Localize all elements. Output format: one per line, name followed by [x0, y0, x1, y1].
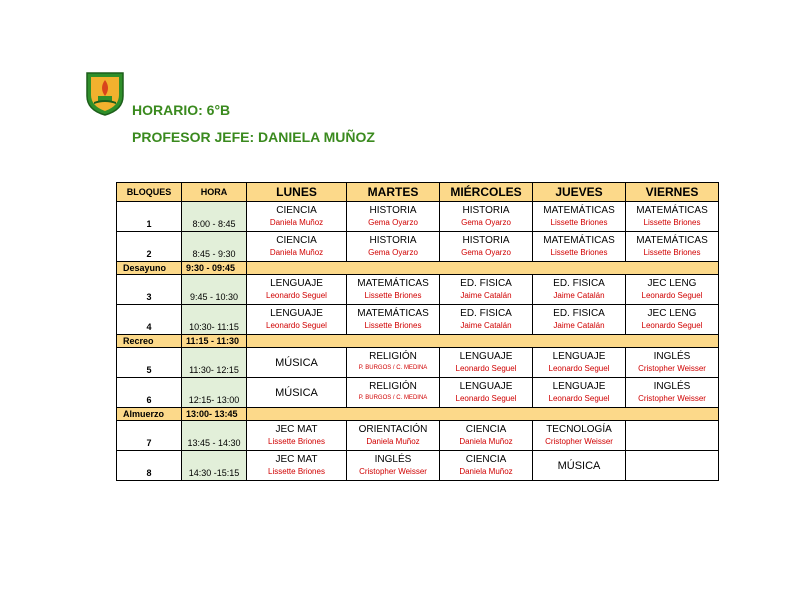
teacher-name: Daniela Muñoz: [269, 248, 324, 257]
block-time: 8:00 - 8:45: [182, 202, 247, 232]
teacher-name: Jaime Catalán: [460, 321, 512, 330]
subject-name: INGLÉS: [374, 454, 412, 465]
teacher-name: Lissette Briones: [364, 291, 422, 300]
class-cell: [626, 305, 719, 335]
class-cell: [626, 232, 719, 262]
subject-name: MATEMÁTICAS: [357, 278, 429, 289]
subject-name: MATEMÁTICAS: [636, 205, 708, 216]
class-cell: [440, 421, 533, 451]
teacher-name: Daniela Muñoz: [269, 218, 324, 227]
schedule-title: HORARIO: 6°B: [132, 102, 231, 118]
teacher-name: Cristopher Weisser: [638, 394, 706, 403]
teacher-name: Leonardo Seguel: [548, 364, 610, 373]
column-header: LUNES: [247, 183, 347, 202]
teacher-name: Leonardo Seguel: [641, 291, 703, 300]
class-cell: [347, 348, 440, 378]
class-cell: [533, 378, 626, 408]
class-cell: [440, 378, 533, 408]
class-cell: [533, 348, 626, 378]
class-cell: [247, 202, 347, 232]
class-cell: [347, 275, 440, 305]
class-cell: [347, 202, 440, 232]
class-cell: [533, 305, 626, 335]
teacher-name: Gema Oyarzo: [461, 218, 511, 227]
break-label: Almuerzo: [117, 408, 182, 421]
column-header: VIERNES: [626, 183, 719, 202]
subject-name: LENGUAJE: [270, 308, 323, 319]
subject-name: LENGUAJE: [459, 351, 513, 362]
teacher-name: Leonardo Seguel: [548, 394, 610, 403]
teacher-name: Lissette Briones: [643, 248, 701, 257]
subject-name: ED. FISICA: [553, 308, 605, 319]
table-row: [117, 421, 719, 451]
subject-name: MATEMÁTICAS: [636, 235, 708, 246]
block-number: 8: [117, 451, 182, 481]
subject-name: JEC LENG: [647, 278, 697, 289]
subject-name: MÚSICA: [275, 386, 318, 399]
break-label: Desayuno: [117, 262, 182, 275]
column-header: JUEVES: [533, 183, 626, 202]
subject-name: RELIGIÓN: [369, 351, 417, 362]
teacher-name: P. BURGOS / C. MEDINA: [358, 395, 428, 401]
class-cell: [440, 232, 533, 262]
teacher-name: Cristopher Weisser: [545, 437, 613, 446]
teacher-name: Daniela Muñoz: [459, 437, 513, 446]
block-time: 13:45 - 14:30: [182, 421, 247, 451]
subject-name: ED. FISICA: [460, 278, 512, 289]
teacher-name: Cristopher Weisser: [638, 364, 706, 373]
teacher-name: Daniela Muñoz: [459, 467, 513, 476]
class-cell: [440, 451, 533, 481]
block-time: 8:45 - 9:30: [182, 232, 247, 262]
column-header: MIÉRCOLES: [440, 183, 533, 202]
subject-name: RELIGIÓN: [369, 381, 417, 392]
subject-name: HISTORIA: [462, 235, 510, 246]
subject-name: ED. FISICA: [460, 308, 512, 319]
teacher-name: Leonardo Seguel: [266, 321, 327, 330]
class-cell: [440, 275, 533, 305]
teacher-name: Gema Oyarzo: [368, 218, 418, 227]
subject-name: ORIENTACIÓN: [358, 424, 428, 435]
teacher-name: Lissette Briones: [364, 321, 422, 330]
class-cell: [347, 378, 440, 408]
break-row: [117, 408, 719, 421]
class-cell: [533, 232, 626, 262]
block-time: 14:30 -15:15: [182, 451, 247, 481]
table-row: [117, 275, 719, 305]
teacher-name: Leonardo Seguel: [455, 394, 517, 403]
break-fill: [247, 262, 719, 275]
subject-name: INGLÉS: [653, 351, 691, 362]
table-row: [117, 451, 719, 481]
teacher-name: Gema Oyarzo: [461, 248, 511, 257]
column-header: HORA: [182, 183, 247, 202]
subject-name: MÚSICA: [557, 459, 601, 472]
break-fill: [247, 335, 719, 348]
block-number: 2: [117, 232, 182, 262]
column-header: BLOQUES: [117, 183, 182, 202]
column-header: MARTES: [347, 183, 440, 202]
teacher-name: Lissette Briones: [268, 437, 325, 446]
class-cell: [247, 421, 347, 451]
table-row: [117, 202, 719, 232]
break-fill: [247, 408, 719, 421]
subject-name: MATEMÁTICAS: [543, 205, 615, 216]
teacher-name: Lissette Briones: [550, 248, 608, 257]
block-number: 7: [117, 421, 182, 451]
table-row: [117, 348, 719, 378]
class-cell: [533, 421, 626, 451]
class-cell: [440, 305, 533, 335]
subject-name: HISTORIA: [369, 235, 417, 246]
class-cell: [626, 202, 719, 232]
class-cell: [626, 378, 719, 408]
teacher-name: Leonardo Seguel: [455, 364, 517, 373]
subject-name: LENGUAJE: [552, 351, 606, 362]
subject-name: CIENCIA: [465, 424, 507, 435]
class-cell: [347, 421, 440, 451]
subject-name: JEC LENG: [647, 308, 697, 319]
subject-name: HISTORIA: [369, 205, 417, 216]
class-cell: [247, 305, 347, 335]
block-number: 6: [117, 378, 182, 408]
class-cell: [533, 275, 626, 305]
subject-name: INGLÉS: [653, 381, 691, 392]
block-time: 12:15- 13:00: [182, 378, 247, 408]
subject-name: HISTORIA: [462, 205, 510, 216]
class-cell: [440, 202, 533, 232]
class-cell: [247, 451, 347, 481]
block-number: 1: [117, 202, 182, 232]
block-number: 4: [117, 305, 182, 335]
table-row: [117, 232, 719, 262]
teacher-name: P. BURGOS / C. MEDINA: [358, 365, 428, 371]
class-cell: [626, 275, 719, 305]
block-time: 10:30- 11:15: [182, 305, 247, 335]
subject-name: JEC MAT: [275, 424, 318, 435]
subject-name: LENGUAJE: [552, 381, 606, 392]
block-number: 5: [117, 348, 182, 378]
subject-name: CIENCIA: [276, 205, 317, 216]
teacher-name: Jaime Catalán: [553, 321, 605, 330]
subject-name: CIENCIA: [465, 454, 507, 465]
schedule-table: [116, 182, 719, 481]
class-cell: [247, 232, 347, 262]
class-cell: [247, 348, 347, 378]
teacher-name: Jaime Catalán: [553, 291, 605, 300]
block-time: 9:45 - 10:30: [182, 275, 247, 305]
class-cell: [347, 232, 440, 262]
teacher-name: Lissette Briones: [268, 467, 325, 476]
break-label: Recreo: [117, 335, 182, 348]
break-row: [117, 335, 719, 348]
teacher-name: Gema Oyarzo: [368, 248, 418, 257]
table-row: [117, 378, 719, 408]
class-cell: [626, 451, 719, 481]
teacher-name: Jaime Catalán: [460, 291, 512, 300]
class-cell: [626, 348, 719, 378]
class-cell: [533, 202, 626, 232]
teacher-name: Leonardo Seguel: [641, 321, 703, 330]
class-cell: [626, 421, 719, 451]
break-time: 11:15 - 11:30: [182, 335, 247, 348]
table-row: [117, 305, 719, 335]
teacher-name: Lissette Briones: [643, 218, 701, 227]
head-teacher-title: PROFESOR JEFE: DANIELA MUÑOZ: [132, 129, 375, 145]
school-crest-icon: [84, 70, 126, 116]
break-time: 9:30 - 09:45: [182, 262, 247, 275]
block-number: 3: [117, 275, 182, 305]
table-header-row: [117, 183, 719, 202]
subject-name: MATEMÁTICAS: [543, 235, 615, 246]
subject-name: TECNOLOGÍA: [546, 424, 612, 435]
class-cell: [347, 305, 440, 335]
class-cell: [533, 451, 626, 481]
class-cell: [347, 451, 440, 481]
subject-name: MÚSICA: [275, 356, 318, 369]
break-time: 13:00- 13:45: [182, 408, 247, 421]
subject-name: LENGUAJE: [270, 278, 323, 289]
subject-name: CIENCIA: [276, 235, 317, 246]
block-time: 11:30- 12:15: [182, 348, 247, 378]
teacher-name: Daniela Muñoz: [366, 437, 420, 446]
class-cell: [440, 348, 533, 378]
subject-name: MATEMÁTICAS: [357, 308, 429, 319]
teacher-name: Lissette Briones: [550, 218, 608, 227]
class-cell: [247, 275, 347, 305]
class-cell: [247, 378, 347, 408]
subject-name: JEC MAT: [275, 454, 318, 465]
teacher-name: Leonardo Seguel: [266, 291, 327, 300]
teacher-name: Cristopher Weisser: [359, 467, 427, 476]
subject-name: LENGUAJE: [459, 381, 513, 392]
break-row: [117, 262, 719, 275]
subject-name: ED. FISICA: [553, 278, 605, 289]
